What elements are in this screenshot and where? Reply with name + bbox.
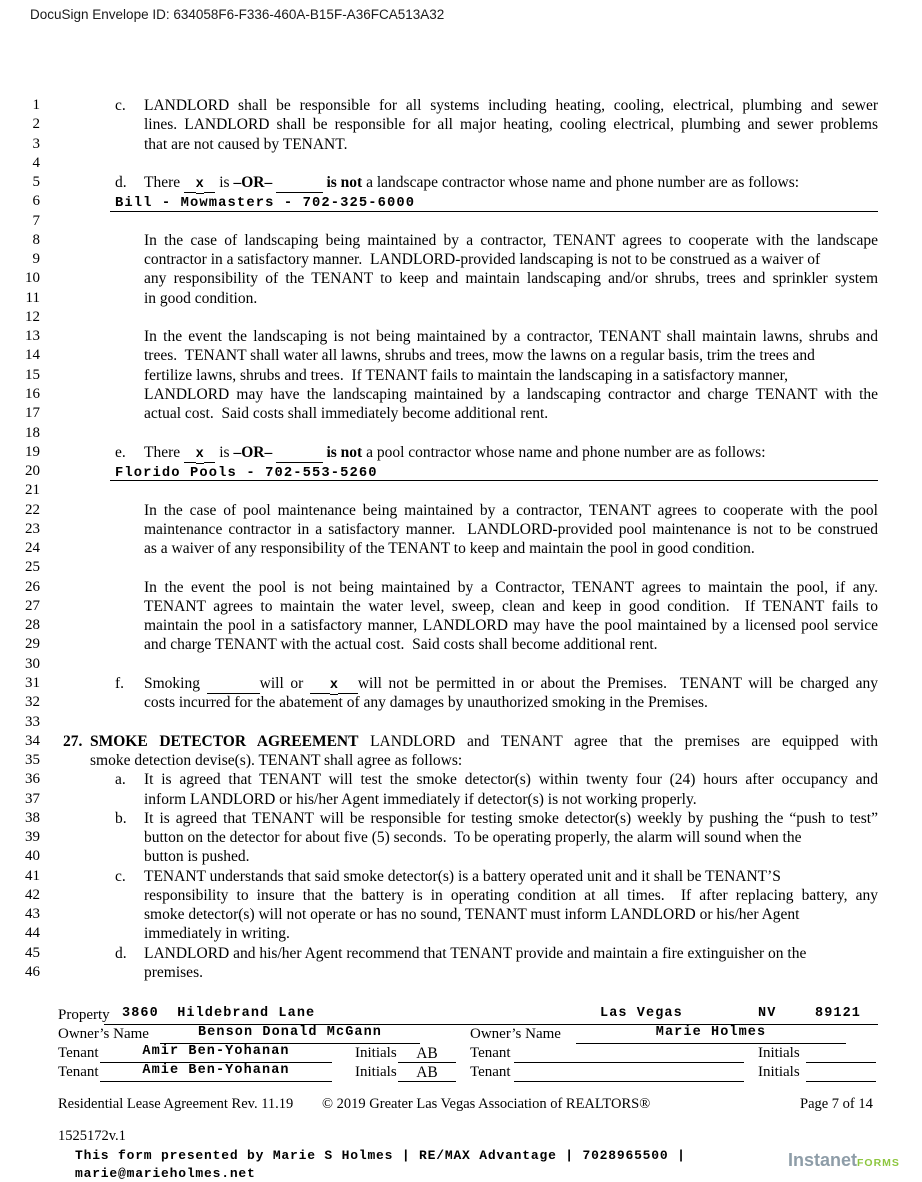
owners-row [0, 1025, 922, 1044]
line-number: 5 [32, 174, 40, 191]
line-text: LANDLORD shall be responsible for all systems including heating, cooling, electrical, plumbing and sewer [144, 97, 878, 114]
document-line [0, 404, 922, 423]
line-text: any responsibility of the TENANT to keep and maintain landscaping and/or shrubs, trees and sprinkler system [144, 270, 878, 288]
line-number: 38 [25, 809, 40, 826]
document-line [0, 944, 922, 963]
line-number: 6 [32, 193, 40, 210]
document-line [0, 289, 922, 308]
item-marker: c. [115, 97, 126, 114]
line-text: Bill - Mowmasters - 702-325-6000 [115, 196, 416, 212]
document-line [0, 135, 922, 154]
document-line [0, 346, 922, 365]
initials-label: Initials [355, 1045, 397, 1061]
line-number: 18 [25, 424, 40, 441]
tenant-right-underline [514, 1081, 744, 1082]
document-line [0, 635, 922, 654]
document-line [0, 308, 922, 327]
document-line [0, 867, 922, 886]
document-line [0, 231, 922, 250]
logo-instanet-text: Instanet [788, 1150, 858, 1170]
line-text: Florido Pools - 702-553-5260 [115, 466, 378, 482]
document-line [0, 924, 922, 943]
line-number: 34 [25, 732, 40, 749]
line-text: trees. TENANT shall water all lawns, shrubs and trees, mow the lawns on a regular basis, trim the trees and [144, 347, 815, 365]
document-line [0, 154, 922, 173]
line-text: responsibility to insure that the battery is in operating condition at all times. If after replacing battery, any [144, 886, 878, 904]
property-state-value: NV [758, 1006, 777, 1021]
document-line [0, 905, 922, 924]
line-text: button is pushed. [144, 848, 250, 866]
line-number: 17 [25, 405, 40, 422]
document-line [0, 674, 922, 693]
document-line [0, 558, 922, 577]
line-number: 13 [25, 328, 40, 345]
property-address-value: 3860 Hildebrand Lane [122, 1006, 316, 1021]
line-text: as a waiver of any responsibility of the TENANT to keep and maintain the pool in good condition. [144, 540, 755, 558]
document-line [0, 809, 922, 828]
initials-label: Initials [355, 1064, 397, 1080]
document-line [0, 886, 922, 905]
document-body [0, 96, 922, 982]
document-line [0, 192, 922, 211]
document-line [0, 327, 922, 346]
line-text: fertilize lawns, shrubs and trees. If TENANT fails to maintain the landscaping in a satisfactory manner, [144, 366, 789, 384]
line-number: 35 [25, 752, 40, 769]
line-number: 20 [25, 463, 40, 480]
line-number: 21 [25, 482, 40, 499]
initials-value: AB [416, 1064, 438, 1081]
line-text: immediately in writing. [144, 925, 290, 943]
owner-left-label: Owner’s Name [58, 1026, 149, 1042]
document-line [0, 481, 922, 500]
tenant-label: Tenant [58, 1045, 99, 1061]
line-number: 10 [25, 270, 40, 287]
document-line [0, 520, 922, 539]
page-number: Page 7 of 14 [800, 1096, 873, 1112]
line-number: 31 [25, 674, 40, 691]
instanet-forms-logo [788, 1150, 900, 1171]
checkbox-x-mark: x [329, 677, 338, 693]
line-number: 23 [25, 520, 40, 537]
line-number: 45 [25, 944, 40, 961]
document-line [0, 847, 922, 866]
initials-value: AB [416, 1045, 438, 1062]
line-number: 16 [25, 385, 40, 402]
line-number: 19 [25, 443, 40, 460]
line-text: button on the detector for about five (5) seconds. To be operating properly, the alarm will sound when the [144, 829, 802, 847]
line-number: 14 [25, 347, 40, 364]
line-number: 40 [25, 848, 40, 865]
line-text: inform LANDLORD or his/her Agent immediately if detector(s) is not working properly. [144, 790, 697, 808]
tenant-name-value: Amie Ben-Yohanan [142, 1063, 290, 1078]
line-text: costs incurred for the abatement of any damages by unauthorized smoking in the Premises. [144, 694, 708, 712]
line-number: 46 [25, 963, 40, 980]
line-text: lines. LANDLORD shall be responsible for all major heating, cooling electrical, plumbing and sewer problems [144, 116, 878, 134]
owner-left-value: Benson Donald McGann [197, 1025, 383, 1040]
owner-right-label: Owner’s Name [470, 1026, 561, 1042]
document-line [0, 385, 922, 404]
property-label: Property [58, 1007, 110, 1023]
line-number: 8 [32, 231, 40, 248]
tenant-label: Tenant [58, 1064, 99, 1080]
property-city-value: Las Vegas [600, 1006, 683, 1021]
line-text: smoke detector(s) will not operate or has no sound, TENANT must inform LANDLORD or his/her Agent [144, 906, 800, 924]
document-line [0, 366, 922, 385]
checkbox-x-mark: x [195, 446, 204, 462]
line-text: In the case of landscaping being maintained by a contractor, TENANT agrees to cooperate with the landscape [144, 231, 878, 249]
item-marker: f. [115, 674, 125, 692]
owner-right-value: Marie Holmes [655, 1025, 767, 1040]
document-line [0, 751, 922, 770]
tenant-row [0, 1063, 922, 1082]
document-line [0, 597, 922, 616]
presented-by-line1: This form presented by Marie S Holmes | RE/MAX Advantage | 7028965500 | [75, 1148, 686, 1163]
item-marker: d. [115, 174, 127, 192]
line-text: that are not caused by TENANT. [144, 135, 348, 153]
document-version: 1525172v.1 [58, 1128, 126, 1144]
tenant-right-label: Tenant [470, 1045, 511, 1061]
line-text: TENANT understands that said smoke detector(s) is a battery operated unit and it shall be TENANT’S [144, 867, 781, 885]
document-line [0, 828, 922, 847]
line-number: 32 [25, 694, 40, 711]
line-number: 15 [25, 366, 40, 383]
document-line [0, 250, 922, 269]
line-text: smoke detection devise(s). TENANT shall agree as follows: [90, 752, 463, 770]
document-line [0, 424, 922, 443]
line-number: 43 [25, 906, 40, 923]
line-number: 1 [32, 97, 40, 113]
line-number: 9 [32, 251, 40, 268]
document-line [0, 655, 922, 674]
line-number: 7 [32, 212, 40, 229]
line-number: 33 [25, 713, 40, 730]
line-number: 42 [25, 886, 40, 903]
line-text: maintenance contractor in a satisfactory manner. LANDLORD-provided pool maintenance is not to be construed [144, 520, 878, 538]
document-line [0, 963, 922, 982]
tenant-name-underline [100, 1081, 332, 1082]
document-line [0, 269, 922, 288]
line-number: 29 [25, 636, 40, 653]
document-line [0, 616, 922, 635]
line-number: 30 [25, 655, 40, 672]
docusign-envelope-id: DocuSign Envelope ID: 634058F6-F336-460A-B15F-A36FCA513A32 [30, 7, 445, 22]
line-text: In the case of pool maintenance being maintained by a contractor, TENANT agrees to cooperate with the pool [144, 501, 878, 519]
line-text: SMOKE DETECTOR AGREEMENT LANDLORD and TENANT agree that the premises are equipped with [90, 732, 878, 750]
line-text: maintain the pool in a satisfactory manner, LANDLORD may have the pool maintained by a licensed pool service [144, 617, 878, 635]
item-marker: b. [115, 809, 127, 827]
document-line [0, 501, 922, 520]
line-text: in good condition. [144, 289, 258, 307]
line-text: premises. [144, 963, 203, 981]
item-marker: e. [115, 443, 126, 461]
presented-by-block [75, 1147, 686, 1182]
initials-right-label: Initials [758, 1064, 800, 1080]
line-number: 11 [25, 289, 40, 306]
item-marker: a. [115, 771, 126, 789]
item-marker: c. [115, 867, 126, 885]
line-number: 39 [25, 829, 40, 846]
line-number: 27 [25, 597, 40, 614]
line-number: 22 [25, 501, 40, 518]
presented-by-line2: marie@marieholmes.net [75, 1165, 256, 1181]
checkbox-x-mark: x [195, 177, 204, 193]
line-number: 28 [25, 617, 40, 634]
line-text: There x is –OR– is not a pool contractor whose name and phone number are as follows: [144, 443, 766, 462]
line-number: 25 [25, 559, 40, 576]
line-text: LANDLORD and his/her Agent recommend that TENANT provide and maintain a fire extinguisher on the [144, 944, 807, 962]
line-text: Smoking will or x will not be permitted in or about the Premises. TENANT will be charged any [144, 674, 879, 693]
document-line [0, 212, 922, 231]
tenant-name-value: Amir Ben-Yohanan [142, 1044, 290, 1059]
line-number: 37 [25, 790, 40, 807]
line-number: 36 [25, 771, 40, 788]
document-line [0, 770, 922, 789]
copyright-line: © 2019 Greater Las Vegas Association of REALTORS® [322, 1096, 651, 1112]
tenant-right-label: Tenant [470, 1064, 511, 1080]
line-number: 2 [32, 116, 40, 133]
document-line [0, 539, 922, 558]
tenant-row [0, 1044, 922, 1063]
document-line [0, 693, 922, 712]
line-text: actual cost. Said costs shall immediately become additional rent. [144, 405, 549, 423]
document-line [0, 713, 922, 732]
item-marker: d. [115, 944, 127, 962]
document-line [0, 732, 922, 751]
document-line [0, 173, 922, 192]
line-number: 12 [25, 308, 40, 325]
initials-right-underline [806, 1081, 876, 1082]
item-marker: 27. [63, 732, 83, 750]
document-line [0, 443, 922, 462]
logo-forms-text: FORMS [857, 1157, 900, 1169]
line-number: 44 [25, 925, 40, 942]
property-zip-value: 89121 [815, 1006, 862, 1021]
line-number: 4 [32, 154, 40, 171]
line-number: 26 [25, 578, 40, 595]
property-row [0, 1006, 922, 1025]
document-line [0, 578, 922, 597]
line-text: In the event the landscaping is not being maintained by a contractor, TENANT shall maintain lawns, shrubs and [144, 328, 878, 346]
line-text: LANDLORD may have the landscaping maintained by a landscaping contractor and charge TENANT with the [144, 385, 878, 403]
form-revision: Residential Lease Agreement Rev. 11.19 [58, 1096, 294, 1112]
document-line [0, 790, 922, 809]
line-text: In the event the pool is not being maintained by a Contractor, TENANT agrees to maintain the pool, if any. [144, 578, 878, 596]
line-number: 24 [25, 540, 40, 557]
line-text: There x is –OR– is not a landscape contractor whose name and phone number are as follows: [144, 174, 800, 193]
document-line [0, 462, 922, 481]
line-text: It is agreed that TENANT will test the smoke detector(s) within twenty four (24) hours after occupancy and [144, 771, 878, 789]
line-text: contractor in a satisfactory manner. LANDLORD-provided landscaping is not to be construed as a waiver of [144, 251, 821, 269]
line-text: and charge TENANT with the actual cost. Said costs shall become additional rent. [144, 636, 658, 654]
document-line [0, 96, 922, 115]
initials-right-label: Initials [758, 1045, 800, 1061]
line-number: 41 [25, 867, 40, 884]
document-line [0, 115, 922, 134]
line-number: 3 [32, 135, 40, 152]
line-text: It is agreed that TENANT will be responsible for testing smoke detector(s) weekly by pushing the “push to test” [144, 809, 878, 827]
line-text: TENANT agrees to maintain the water level, sweep, clean and keep in good condition. If TENANT fails to [144, 597, 878, 615]
